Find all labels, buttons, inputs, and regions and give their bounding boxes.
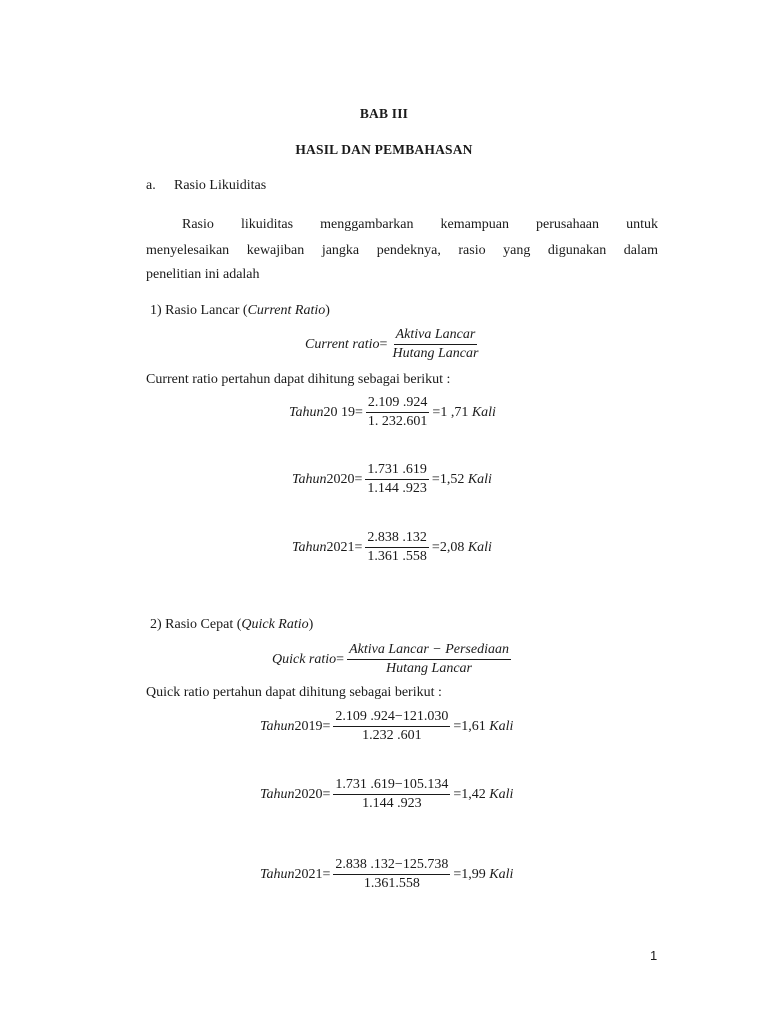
formula-denominator: Hutang Lancar: [392, 346, 479, 361]
calc-result: 1,42: [461, 786, 486, 802]
calc-denominator: 1.232 .601: [362, 728, 422, 743]
formula-lhs: Current ratio: [305, 336, 380, 352]
calc-fraction: [365, 530, 429, 565]
formula-numerator: Aktiva Lancar: [394, 327, 478, 345]
current-ratio-2020: Tahun 2020 = $\frac{1.731 .619}{1.144 .923}$ = 1,52 Kali: [292, 462, 492, 496]
formula-lhs: Quick ratio: [272, 651, 337, 667]
page-number: 1: [650, 948, 658, 963]
calc-denominator: 1.144 .923: [362, 796, 422, 811]
intro-line-2: menyelesaikan kewajiban jangka pendeknya, rasio yang digunakan dalam: [146, 243, 658, 258]
year-value: 2020: [326, 471, 355, 487]
quick-ratio-2021: Tahun 2021 = $\frac{2.838 .132-125.738}{1.361.558}$ = 1,99 Kali: [260, 857, 514, 891]
year-value: 2021: [294, 866, 323, 882]
calc-denominator: 1.361.558: [363, 876, 420, 891]
calc-result: 1,61: [461, 718, 486, 734]
calc-numerator: 2.838 .132−125.738: [333, 857, 450, 875]
calc-numerator: 2.109 .924−121.030: [333, 709, 450, 727]
quick-ratio-2020: Tahun 2020 = $\frac{1.731 .619-105.134}{1.144 .923}$ = 1,42 Kali: [260, 777, 514, 811]
calc-fraction: [365, 462, 429, 497]
calc-numerator: 2.838 .132: [365, 530, 429, 548]
quick-ratio-heading-suffix: ): [308, 617, 314, 632]
year-label: Tahun: [260, 718, 295, 734]
current-ratio-heading-suffix: ): [325, 303, 330, 318]
calc-unit: Kali: [471, 404, 496, 420]
calc-denominator: 1.361 .558: [367, 549, 427, 564]
section-label: Rasio Likuiditas: [174, 178, 267, 193]
section-marker: a.: [146, 178, 156, 193]
calc-numerator: 1.731 .619: [365, 462, 429, 480]
intro-line-1: Rasio likuiditas menggambarkan kemampuan perusahaan untuk: [182, 217, 658, 232]
calc-fraction: [333, 709, 450, 744]
quick-ratio-2019: Tahun 2019 = $\frac{2.109 .924-121.030}{1.232 .601}$ = 1,61 Kali: [260, 709, 514, 743]
quick-ratio-intro: Quick ratio pertahun dapat dihitung sebagai berikut :: [146, 685, 442, 700]
formula-numerator: Aktiva Lancar − Persediaan: [347, 642, 511, 660]
current-ratio-2021: Tahun 2021 = $\frac{2.838 .132}{1.361 .558}$ = 2,08 Kali: [292, 530, 492, 564]
calc-fraction: [333, 857, 450, 892]
year-value: 2020: [294, 786, 323, 802]
calc-unit: Kali: [489, 866, 514, 882]
calc-numerator: 2.109 .924: [366, 395, 430, 413]
chapter-heading: BAB III: [359, 106, 409, 121]
quick-ratio-formula: Quick ratio = $\frac{\text{Aktiva Lancar − Persediaan}}{\text{Hutang Lancar}}$: [272, 642, 509, 676]
formula-fraction: [390, 327, 480, 362]
current-ratio-heading-italic: Current Ratio: [247, 303, 326, 318]
current-ratio-formula: Current ratio = $\frac{\text{Aktiva Lancar}}{\text{Hutang Lancar}}$: [305, 327, 479, 361]
quick-ratio-heading-italic: Quick Ratio: [241, 617, 309, 632]
current-ratio-intro: Current ratio pertahun dapat dihitung sebagai berikut :: [146, 372, 451, 387]
current-ratio-2019: Tahun 20 19 = $\frac{2.109 .924}{1. 232.601}$ = 1 ,71 Kali: [289, 395, 496, 429]
year-label: Tahun: [292, 539, 327, 555]
current-ratio-heading: [150, 303, 330, 319]
year-label: Tahun: [292, 471, 327, 487]
calc-result: 1,52: [439, 471, 465, 487]
calc-result: 1 ,71: [440, 404, 469, 420]
calc-unit: Kali: [489, 786, 514, 802]
calc-result: 1,99: [461, 866, 486, 882]
formula-fraction: [347, 642, 511, 677]
calc-unit: Kali: [467, 471, 492, 487]
calc-numerator: 1.731 .619−105.134: [333, 777, 450, 795]
calc-denominator: 1. 232.601: [367, 414, 428, 429]
intro-line-3: penelitian ini adalah: [146, 267, 260, 282]
calc-unit: Kali: [489, 718, 514, 734]
page-title: HASIL DAN PEMBAHASAN: [295, 142, 473, 157]
calc-result: 2,08: [439, 539, 465, 555]
year-value: 2019: [294, 718, 323, 734]
formula-denominator: Hutang Lancar: [386, 661, 472, 676]
year-label: Tahun: [260, 866, 295, 882]
year-label: Tahun: [260, 786, 295, 802]
year-label: Tahun: [289, 404, 324, 420]
calc-fraction: [333, 777, 450, 812]
calc-fraction: [366, 395, 430, 430]
calc-denominator: 1.144 .923: [367, 481, 427, 496]
current-ratio-heading-prefix: 1) Rasio Lancar (: [150, 303, 248, 318]
year-value: 20 19: [323, 404, 356, 420]
year-value: 2021: [326, 539, 355, 555]
quick-ratio-heading-prefix: 2) Rasio Cepat (: [150, 617, 242, 632]
quick-ratio-heading: [150, 617, 313, 633]
calc-unit: Kali: [467, 539, 492, 555]
